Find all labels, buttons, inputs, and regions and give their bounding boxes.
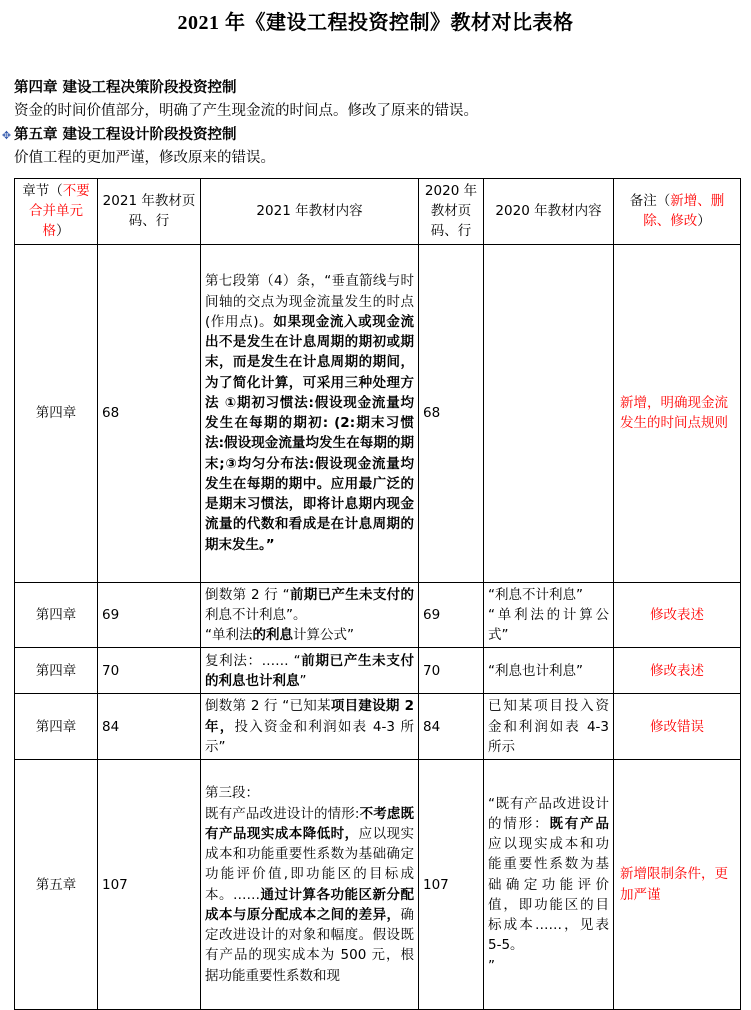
cell-page-2021: 107 <box>98 760 201 1010</box>
header-page-2021: 2021 年教材页码、行 <box>98 178 201 244</box>
cell-page-2020: 107 <box>419 760 484 1010</box>
emphasis-text: 项目建设期 2 年， <box>205 698 414 735</box>
plain-text: “单利法 <box>205 627 253 644</box>
cell-content-2021 <box>201 760 419 1010</box>
plain-text: 应以现实成本和功能重要性系数为基础确定功能评价值，即功能区的目标成本……，见表 5-5。 <box>488 836 609 954</box>
intro-section-2 <box>0 124 751 171</box>
table-header-row <box>15 178 741 244</box>
cell-page-2020: 70 <box>419 648 484 694</box>
emphasis-text: 既有产品 <box>549 815 610 832</box>
emphasis-text: 的利息 <box>252 627 293 644</box>
table-row <box>15 648 741 694</box>
intro-heading-2: 第五章 建设工程设计阶段投资控制 <box>14 126 237 143</box>
cell-remark: 新增，明确现金流发生的时间点规则 <box>614 244 741 582</box>
plain-text: 已知某项目投入资金和利润如表 4-3 所示 <box>488 698 609 755</box>
table-row <box>15 694 741 760</box>
header-content-2021: 2021 年教材内容 <box>201 178 419 244</box>
header-remark: 备注（新增、删除、修改） <box>614 178 741 244</box>
emphasis-text: 不考虑既有产品现实成本降低时， <box>205 805 415 842</box>
cell-remark: 新增限制条件，更加严谨 <box>614 760 741 1010</box>
plain-text: “利息也计利息” <box>488 662 583 679</box>
plain-text: “既有产品改进设计的情形： <box>488 795 609 832</box>
cell-content-2020 <box>484 244 614 582</box>
plain-text: 复利法：…… “ <box>205 652 301 669</box>
plain-text: 利息不计利息”。 <box>205 606 307 623</box>
header-section: 章节（不要合并单元格） <box>15 178 98 244</box>
cell-content-2021 <box>201 244 419 582</box>
plain-text: 应以现实成本和功能重要性系数为基础确定功能评价值,即功能区的目标成本。…… <box>205 825 415 903</box>
cell-page-2021: 70 <box>98 648 201 694</box>
cell-content-2020 <box>484 582 614 648</box>
plain-text: 确定改进设计的对象和幅度。假设既有产品的现实成本为 500 元，根据功能重要性系数和现 <box>205 906 414 984</box>
cell-section: 第五章 <box>15 760 98 1010</box>
cell-section: 第四章 <box>15 694 98 760</box>
cell-page-2021: 69 <box>98 582 201 648</box>
plain-text: 倒数第 2 行 “已知某 <box>205 698 331 715</box>
cell-content-2020 <box>484 694 614 760</box>
plain-text: “单利法的计算公式” <box>488 606 609 644</box>
plain-text: “利息不计利息” <box>488 586 583 603</box>
table-row <box>15 582 741 648</box>
cell-content-2021 <box>201 648 419 694</box>
intro-body-1: 资金的时间价值部分，明确了产生现金流的时间点。修改了原来的错误。 <box>14 103 478 120</box>
plain-text: ” <box>299 672 307 689</box>
cell-section: 第四章 <box>15 648 98 694</box>
emphasis-text: 如果现金流入或现金流出不是发生在计息周期的期初或期末，而是发生在计息周期的期间，为了简化计算，可采用三种处理方法 ①期初习惯法:假设现金流量均发生在每期的期初: (2:期末习惯法:假设现金流量均发生在每期的期末;③均匀分布法:假设现金流量均发生在每期的期中。应用最广泛的是期末习惯法，即将计息期内现金流量的代数和看成是在计息周期的期末发生。” <box>205 313 414 553</box>
header-page-2020: 2020 年教材页码、行 <box>419 178 484 244</box>
cell-content-2021 <box>201 694 419 760</box>
emphasis-text: 通过计算各功能区新分配成本与原分配成本之间的差异， <box>205 886 414 923</box>
page-title: 2021 年《建设工程投资控制》教材对比表格 <box>177 12 574 34</box>
emphasis-text: 前期已产生未支付的利息也计利息 <box>205 652 414 689</box>
intro-section-1 <box>0 77 751 124</box>
intro-body-2: 价值工程的更加严谨，修改原来的错误。 <box>14 150 275 167</box>
table-row <box>15 244 741 582</box>
comparison-table <box>14 178 741 1010</box>
table-row <box>15 760 741 1010</box>
cell-page-2021: 68 <box>98 244 201 582</box>
cell-remark: 修改错误 <box>614 694 741 760</box>
plain-text: 投入资金和利润如表 4-3 所示” <box>205 718 415 755</box>
emphasis-text: 前期已产生未支付的 <box>289 586 415 603</box>
cell-page-2020: 84 <box>419 694 484 760</box>
cell-content-2020 <box>484 648 614 694</box>
plain-text: 计算公式” <box>293 627 354 644</box>
cell-content-2021 <box>201 582 419 648</box>
cell-remark: 修改表述 <box>614 582 741 648</box>
table-body <box>15 244 741 1010</box>
header-content-2020: 2020 年教材内容 <box>484 178 614 244</box>
cell-section: 第四章 <box>15 244 98 582</box>
cell-remark: 修改表述 <box>614 648 741 694</box>
cell-page-2020: 69 <box>419 582 484 648</box>
cell-page-2020: 68 <box>419 244 484 582</box>
cell-page-2021: 84 <box>98 694 201 760</box>
plain-text: 既有产品改进设计的情形: <box>205 805 360 822</box>
plain-text: 倒数第 2 行 “ <box>205 586 290 603</box>
cell-content-2020 <box>484 760 614 1010</box>
plain-text: 第七段第（4）条，“垂直箭线与时间轴的交点为现金流量发生的时点(作用点)。 <box>205 273 414 330</box>
plain-text: ” <box>488 957 495 974</box>
intro-heading-1: 第四章 建设工程决策阶段投资控制 <box>14 80 237 96</box>
table-move-handle-icon[interactable]: ✥ <box>1 130 12 142</box>
plain-text: 第三段： <box>205 785 259 802</box>
cell-section: 第四章 <box>15 582 98 648</box>
